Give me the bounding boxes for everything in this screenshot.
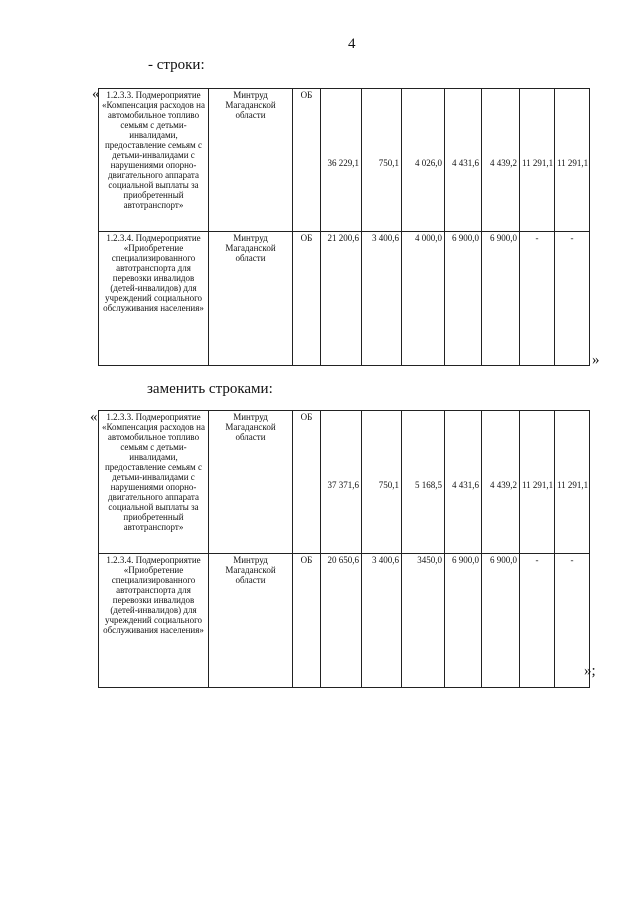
cell-y4: 6 900,0 [482, 232, 520, 366]
quote-open-2: « [90, 409, 98, 425]
cell-y5: 11 291,1 [520, 411, 555, 554]
cell-y1: 750,1 [362, 89, 402, 232]
cell-y6: 11 291,1 [555, 411, 590, 554]
cell-total: 36 229,1 [321, 89, 362, 232]
cell-y3: 4 431,6 [445, 411, 482, 554]
cell-source: ОБ [293, 411, 321, 554]
cell-name: 1.2.3.3. Подмероприятие «Компенсация расходов на автомобильное топливо семьям с детьми-инвалидами, предоставление семьям с детьми-инвалидами с нарушениями опорно-двигательного аппарата социальной выплаты за приобретенный автотранспорт» [99, 411, 209, 554]
cell-source: ОБ [293, 89, 321, 232]
cell-source: ОБ [293, 232, 321, 366]
cell-y2: 4 000,0 [402, 232, 445, 366]
cell-y5: - [520, 554, 555, 688]
cell-name: 1.2.3.4. Подмероприятие «Приобретение специализированного автотранспорта для перевозки инвалидов (детей-инвалидов) для учреждений социального обслуживания населения» [99, 554, 209, 688]
heading-replace: заменить строками: [147, 381, 273, 397]
cell-y2: 3450,0 [402, 554, 445, 688]
page-number: 4 [348, 36, 356, 52]
table-old-row-1 [99, 89, 590, 232]
table-old [98, 88, 590, 366]
cell-y3: 4 431,6 [445, 89, 482, 232]
table-new-row-1 [99, 411, 590, 554]
cell-total: 21 200,6 [321, 232, 362, 366]
table-new [98, 410, 590, 688]
cell-y5: - [520, 232, 555, 366]
cell-y3: 6 900,0 [445, 232, 482, 366]
cell-y1: 750,1 [362, 411, 402, 554]
cell-y4: 4 439,2 [482, 89, 520, 232]
cell-source: ОБ [293, 554, 321, 688]
table-old-row-2 [99, 232, 590, 366]
cell-y6: - [555, 232, 590, 366]
cell-executor: Минтруд Магаданской области [209, 411, 293, 554]
cell-y4: 6 900,0 [482, 554, 520, 688]
cell-total: 20 650,6 [321, 554, 362, 688]
cell-y1: 3 400,6 [362, 232, 402, 366]
cell-y3: 6 900,0 [445, 554, 482, 688]
quote-close-1: » [592, 352, 600, 368]
cell-y4: 4 439,2 [482, 411, 520, 554]
cell-executor: Минтруд Магаданской области [209, 232, 293, 366]
cell-executor: Минтруд Магаданской области [209, 554, 293, 688]
cell-name: 1.2.3.4. Подмероприятие «Приобретение специализированного автотранспорта для перевозки инвалидов (детей-инвалидов) для учреждений социального обслуживания населения» [99, 232, 209, 366]
cell-y2: 4 026,0 [402, 89, 445, 232]
quote-open-1: « [92, 86, 100, 102]
cell-name: 1.2.3.3. Подмероприятие «Компенсация расходов на автомобильное топливо семьям с детьми-инвалидами, предоставление семьям с детьми-инвалидами с нарушениями опорно-двигательного аппарата социальной выплаты за приобретенный автотранспорт» [99, 89, 209, 232]
heading-rows: - строки: [148, 57, 205, 73]
cell-total: 37 371,6 [321, 411, 362, 554]
cell-y5: 11 291,1 [520, 89, 555, 232]
quote-close-2: »; [584, 663, 596, 679]
cell-y1: 3 400,6 [362, 554, 402, 688]
cell-y6: 11 291,1 [555, 89, 590, 232]
cell-y6: - [555, 554, 590, 688]
cell-executor: Минтруд Магаданской области [209, 89, 293, 232]
cell-y2: 5 168,5 [402, 411, 445, 554]
table-new-row-2 [99, 554, 590, 688]
